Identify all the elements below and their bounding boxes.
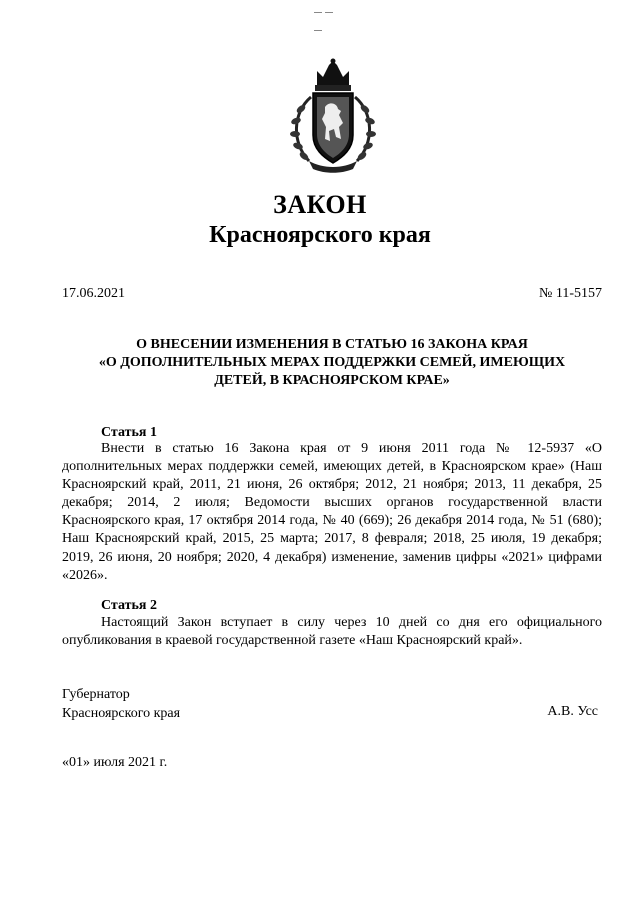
article-2-title: Статья 2 xyxy=(101,598,157,613)
document-subtitle: Красноярского края xyxy=(209,222,431,248)
article-1-text: Внести в статью 16 Закона края от 9 июня 2011 года № 12-5937 «О дополнительных мерах поддержки семей, имеющих детей, в Красноярском крае» (Наш Красноярский край, 2011, 21 июня, 26 октября; 2012, 21 ноября; 2013, 11 декабря, 25 декабря; 2014, 2 июля; Ведомости высших органов государственной власти Красноярского края, 17 октября 2014 года, № 40 (669); 26 декабря 2014 года, № 51 (680); Наш Красноярский край, 2015, 25 марта; 2017, 8 февраля; 2018, 25 июля, 19 декабря; 2019, 26 июня, 20 ноября; 2020, 4 декабря) изменение, заменив цифры «2021» цифрами «2026». xyxy=(62,441,602,583)
law-heading xyxy=(62,336,602,390)
law-heading-line: «О ДОПОЛНИТЕЛЬНЫХ МЕРАХ ПОДДЕРЖКИ СЕМЕЙ, ИМЕЮЩИХ xyxy=(98,355,566,370)
law-heading-line: О ВНЕСЕНИИ ИЗМЕНЕНИЯ В СТАТЬЮ 16 ЗАКОНА КРАЯ xyxy=(136,337,528,352)
article-2-text: Настоящий Закон вступает в силу через 10 дней со дня его официального опубликования в краевой государственной газете «Наш Красноярский край». xyxy=(62,615,602,649)
signing-date: «01» июля 2021 г. xyxy=(62,755,168,770)
article-1-title: Статья 1 xyxy=(101,425,157,440)
signatory-position xyxy=(62,685,180,723)
signatory-position-line: Губернатор xyxy=(62,687,130,702)
coat-of-arms-emblem xyxy=(283,57,383,175)
law-heading-line: ДЕТЕЙ, В КРАСНОЯРСКОМ КРАЕ» xyxy=(214,373,450,388)
document-title: ЗАКОН xyxy=(273,190,367,219)
signatory-position-line: Красноярского края xyxy=(62,706,181,721)
page-top-mark xyxy=(314,0,344,2)
document-number: № 11-5157 xyxy=(539,286,602,301)
document-date: 17.06.2021 xyxy=(62,286,125,301)
signatory-name: А.В. Усс xyxy=(547,704,598,719)
